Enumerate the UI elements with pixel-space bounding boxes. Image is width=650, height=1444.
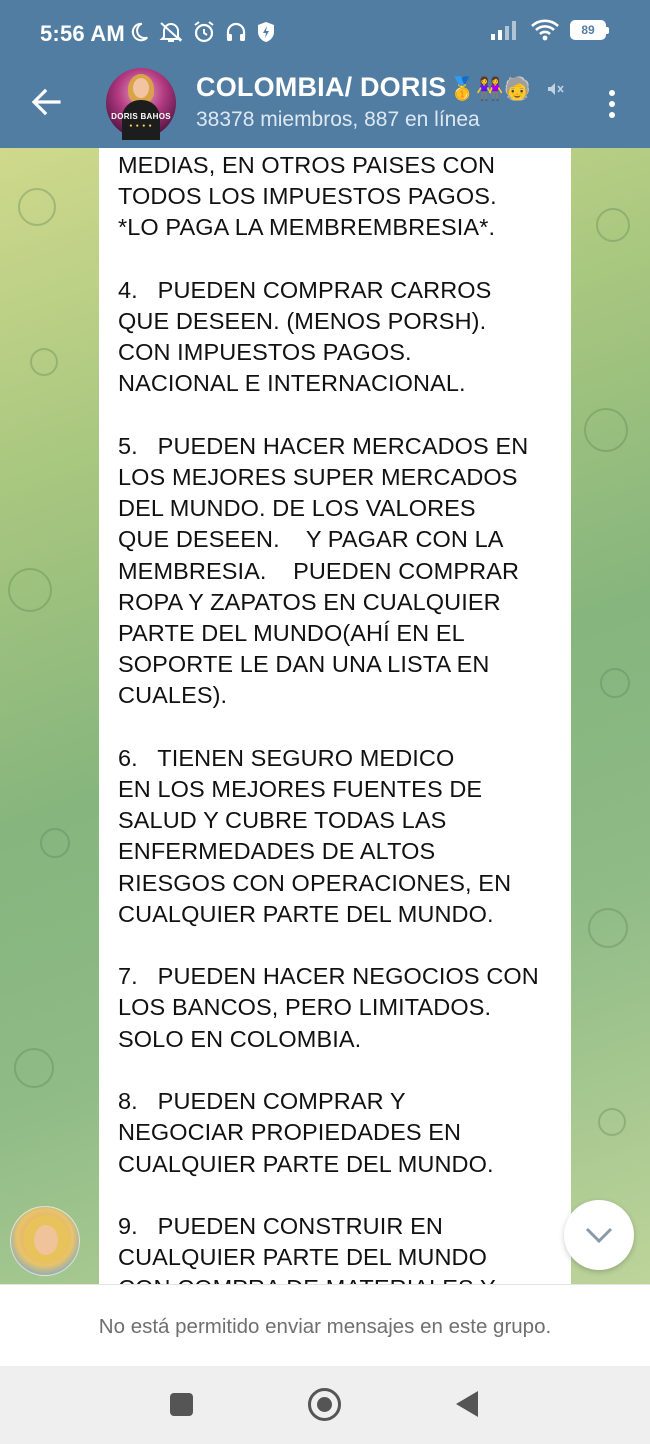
message-bubble[interactable] [99,148,571,1284]
system-back-button[interactable] [456,1391,478,1417]
signal-icon [490,19,520,41]
back-button[interactable] [24,80,68,124]
chat-area[interactable] [0,148,650,1284]
wifi-icon [530,19,560,41]
mute-icon [545,79,565,99]
moon-icon [128,21,150,43]
title-emoji: 🥇👭🧓 [448,76,532,101]
recents-button[interactable] [170,1393,193,1416]
group-avatar[interactable]: DORIS BAHOS ● ● ● ● [106,68,176,138]
battery-icon: 89 [570,20,606,40]
chat-header [0,66,650,148]
bell-off-icon [158,20,184,44]
shield-icon [256,21,276,43]
status-bar [0,0,650,66]
sender-avatar[interactable] [10,1206,80,1276]
chat-title-text: COLOMBIA/ DORIS [196,72,447,102]
message-text: MEDIAS, EN OTROS PAISES CON TODOS LOS IMPUESTOS PAGOS. *LO PAGA LA MEMBREMBRESIA*. 4. PUEDEN COMPRAR CARROS QUE DESEEN. (MENOS PORSH). CON IMPUESTOS PAGOS. NACIONAL E INTERNACIONAL. 5. PUEDEN HACER MERCADOS EN LOS MEJORES SUPER MERCADOS DEL MUNDO. DE LOS VALORES QUE DESEEN. Y PAGAR CON LA MEMBRESIA. PUEDEN COMPRAR ROPA Y ZAPATOS EN CUALQUIER PARTE DEL MUNDO(AHÍ EN EL SOPORTE LE DAN UNA LISTA EN CUALES). 6. TIENEN SEGURO MEDICO EN LOS MEJORES FUENTES DE SALUD Y CUBRE TODAS LAS ENFERMEDADES DE ALTOS RIESGOS CON OPERACIONES, EN CUALQUIER PARTE DEL MUNDO. 7. PUEDEN HACER NEGOCIOS CON LOS BANCOS, PERO LIMITADOS. SOLO EN COLOMBIA. 8. PUEDEN COMPRAR Y NEGOCIAR PROPIEDADES EN CUALQUIER PARTE DEL MUNDO. 9. PUEDEN CONSTRUIR EN CUALQUIER PARTE DEL MUNDO [118,152,539,1271]
alarm-icon [192,20,216,44]
bottom-notice-text: No está permitido enviar mensajes en este grupo. [98,1315,552,1338]
more-options-button[interactable] [600,84,624,124]
chat-subtitle: 38378 miembros, 887 en línea [196,108,480,131]
status-time: 5:56 AM [40,21,125,46]
chat-title[interactable] [196,72,565,103]
status-left-icons [128,20,276,44]
home-button[interactable] [308,1388,341,1421]
bottom-notice-bar [0,1284,650,1366]
chevron-down-icon [584,1226,614,1244]
arrow-left-icon [31,88,61,116]
status-right-icons [490,19,606,41]
scroll-down-button[interactable] [564,1200,634,1270]
avatar-caption: DORIS BAHOS [111,112,171,121]
system-nav-bar [0,1366,650,1444]
headphones-icon [224,20,248,44]
